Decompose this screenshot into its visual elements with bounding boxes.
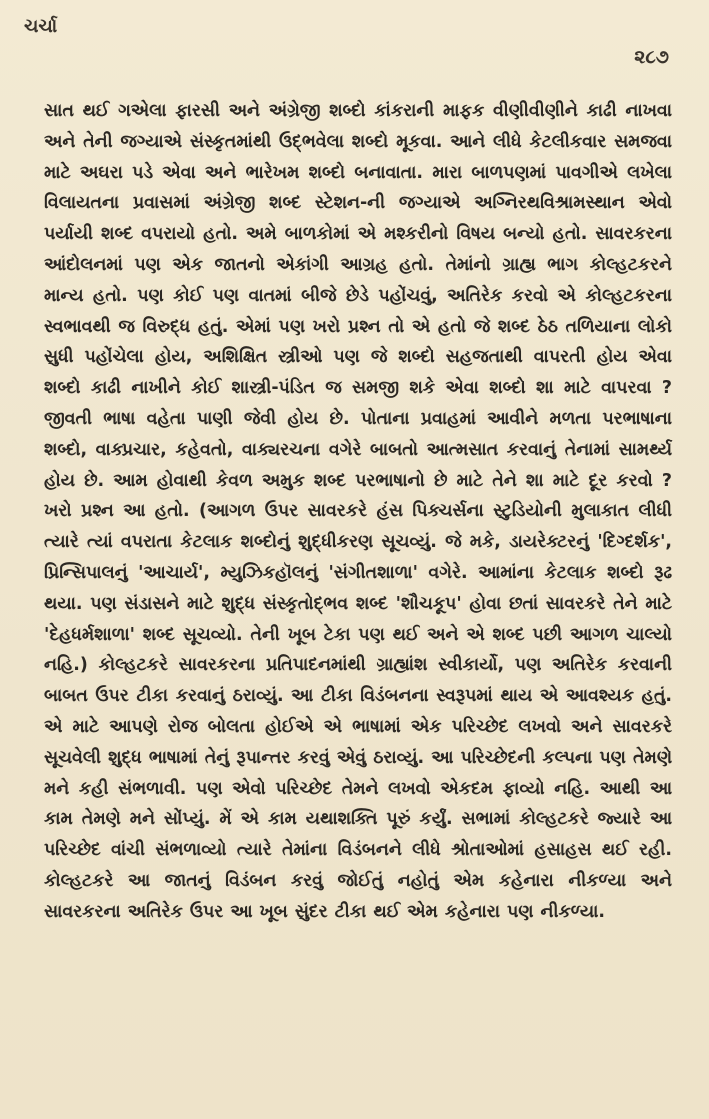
body-paragraph: સાત થઈ ગએલા ફારસી અને અંગ્રેજી શબ્દો કાંકરાની માફક વીણીવીણીને કાઢી નાખવા અને તેની જગ્યાએ સંસ્કૃતમાંથી ઉદ્ભવેલા શબ્દો મૂકવા. આને લીધે કેટલીકવાર સમજવા માટે અઘરા પડે એવા અને ભારેખમ શબ્દો બનાવાતા. મારા બાળપણમાં પાવગીએ લખેલા વિલાયતના પ્રવાસમાં અંગ્રેજી શબ્દ સ્ટેશન-ની જગ્યાએ અગ્નિરથવિશ્રામસ્થાન એવો પર્યાયી શબ્દ વપરાયો હતો. અમે બાળકોમાં એ મશ્કરીનો વિષય બન્યો હતો. સાવરકરના આંદોલનમાં પણ એક જાતનો એકાંગી આગ્રહ હતો. તેમાંનો ગ્રાહ્ય ભાગ કોલ્હટકરને માન્ય હતો. પણ કોઈ પણ વાતમાં બીજે છેડે પહોંચવું, અતિરેક કરવો એ કોલ્હટકરના સ્વભાવથી જ વિરુદ્ધ હતું. એમાં પણ ખરો પ્રશ્ન તો એ હતો જે શબ્દ ઠેઠ તળિયાના લોકો સુધી પહોંચેલા હોય, અશિક્ષિત સ્ત્રીઓ પણ જે શબ્દો સહજતાથી વાપરતી હોય એવા શબ્દો કાઢી નાખીને કોઈ શાસ્ત્રી-પંડિત જ સમજી શકે એવા શબ્દો શા માટે વાપરવા ? જીવતી ભાષા વહેતા પાણી જેવી હોય છે. પોતાના પ્રવાહમાં આવીને મળતા પરભાષાના શબ્દો, વાક્પ્રચાર, કહેવતો, વાક્યરચના વગેરે બાબતો આત્મસાત કરવાનું તેનામાં સામર્થ્ય હોય છે. આમ હોવાથી કેવળ અમુક શબ્દ પરભાષાનો છે માટે તેને શા માટે દૂર કરવો ? ખરો પ્રશ્ન આ હતો. (આગળ ઉપર સાવરકરે હંસ પિક્ચર્સના સ્ટુડિયોની મુલાકાત લીધી ત્યારે ત્યાં વપરાતા કેટલાક શબ્દોનું શુદ્ધીકરણ સૂચવ્યું. જે મકે, ડાયરેક્ટરનું 'દિગ્દર્શક', પ્રિન્સિપાલનું 'આચાર્ય', મ્યુઝિકહૉલનું 'સંગીતશાળા' વગેરે. આમાંના કેટલાક શબ્દો રૂઢ થયા. પણ સંડાસને માટે શુદ્ધ સંસ્કૃતોદ્ભવ શબ્દ 'શૌચકૂપ' હોવા છતાં સાવરકરે તેને માટે 'દેહધર્મશાળા' શબ્દ સૂચવ્યો. તેની ખૂબ ટેકા પણ થઈ અને એ શબ્દ પછી આગળ ચાલ્યો નહિ.) કોલ્હટકરે સાવરકરના પ્રતિપાદનમાંથી ગ્રાહ્યાંશ સ્વીકાર્યો, પણ અતિરેક કરવાની બાબત ઉપર ટીકા કરવાનું ઠરાવ્યું. આ ટીકા વિડંબનના સ્વરૂપમાં થાય એ આવશ્યક હતું. એ માટે આપણે રોજ બોલતા હોઈએ એ ભાષામાં એક પરિચ્છેદ લખવો અને સાવરકરે સૂચવેલી શુદ્ધ ભાષામાં તેનું રૂપાન્તર કરવું એવું ઠરાવ્યું. આ પરિચ્છેદની કલ્પના પણ તેમણે મને કહી સંભળાવી. પણ એવો પરિચ્છેદ તેમને લખવો એકદમ ફાવ્યો નહિ. આથી આ કામ તેમણે મને સોંપ્યું. મેં એ કામ યથાશક્તિ પૂરું કર્યું. સભામાં કોલ્હટકરે જ્યારે આ પરિચ્છેદ વાંચી સંભળાવ્યો ત્યારે તેમાંના વિડંબનને લીધે શ્રોતાઓમાં હસાહસ થઈ રહી. કોલ્હટકરે આ જાતનું વિડંબન કરવું જોઈતું નહોતું એમ કહેનારા નીકળ્યા અને સાવરકરના અતિરેક ઉપર આ ખૂબ સુંદર ટીકા થઈ એમ કહેનારા પણ નીકળ્યા. [44, 101, 672, 922]
page-number: ૨૮૭ [634, 46, 669, 68]
running-head: ચર્ચા [24, 16, 58, 37]
